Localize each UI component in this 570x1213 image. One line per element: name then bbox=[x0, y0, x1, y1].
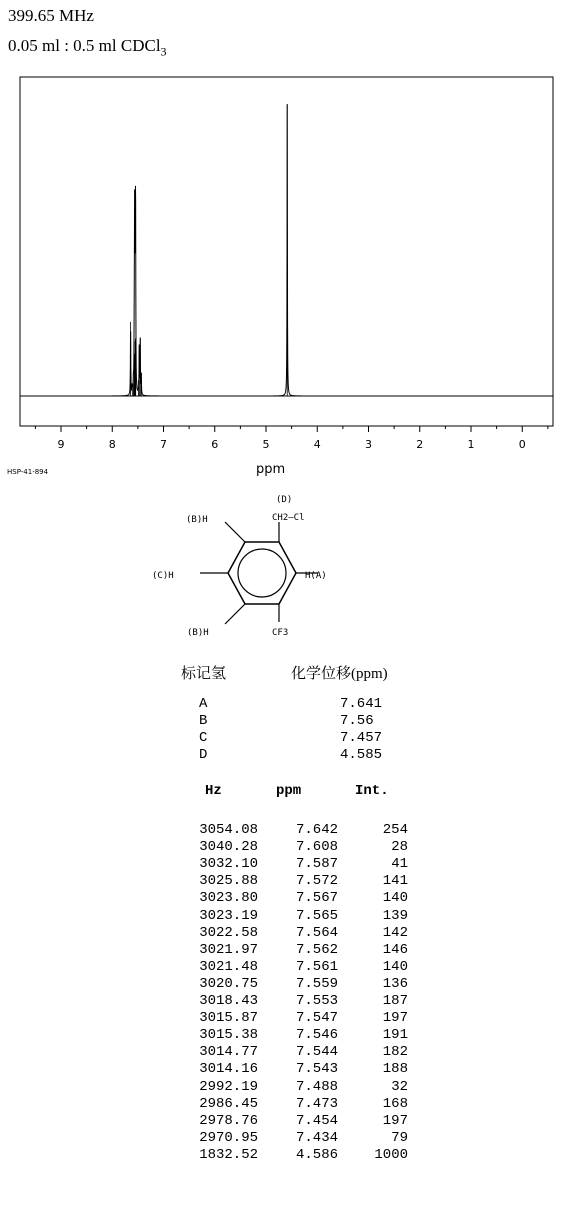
x-tick-label: 4 bbox=[313, 438, 321, 451]
peak-ppm: 7.559 bbox=[295, 975, 338, 992]
peak-int: 141 bbox=[382, 873, 408, 890]
peak-hz: 3022.58 bbox=[199, 924, 258, 941]
peak-header-hz: Hz bbox=[205, 783, 222, 799]
peak-ppm: 7.572 bbox=[295, 873, 338, 890]
label-c: (C)H bbox=[152, 571, 174, 581]
peak-hz: 3014.77 bbox=[199, 1044, 258, 1061]
shift-value: 7.457 bbox=[340, 730, 383, 746]
table-row bbox=[0, 1027, 570, 1044]
table-row bbox=[0, 873, 570, 890]
shift-row bbox=[0, 747, 570, 764]
peak-int: 254 bbox=[382, 822, 408, 838]
table-row bbox=[0, 1079, 570, 1096]
table-row bbox=[0, 1130, 570, 1147]
label-b-top: (B)H bbox=[186, 515, 208, 525]
peak-int: 140 bbox=[382, 958, 408, 975]
bond-h-b-bottom bbox=[225, 604, 245, 624]
peak-int: 197 bbox=[382, 1112, 408, 1129]
table-row bbox=[0, 925, 570, 942]
table-row bbox=[0, 942, 570, 959]
peak-ppm: 7.544 bbox=[295, 1044, 338, 1061]
x-tick-label: 7 bbox=[160, 438, 167, 451]
peak-header-int: Int. bbox=[355, 783, 389, 799]
table-row bbox=[0, 1044, 570, 1061]
peak-hz: 3023.19 bbox=[199, 907, 258, 924]
peak-hz: 3015.87 bbox=[199, 1010, 258, 1027]
x-tick-label: 8 bbox=[108, 438, 116, 451]
concentration-subscript: 3 bbox=[160, 44, 167, 59]
peak-int: 146 bbox=[382, 941, 408, 958]
peak-ppm: 7.567 bbox=[295, 890, 338, 907]
peak-header-ppm: ppm bbox=[276, 783, 302, 799]
label-cf3: CF3 bbox=[272, 628, 289, 638]
peak-hz: 3014.16 bbox=[199, 1061, 258, 1078]
peak-ppm: 7.608 bbox=[295, 839, 338, 856]
peak-hz: 1832.52 bbox=[199, 1146, 258, 1163]
table-row bbox=[0, 1147, 570, 1164]
peak-hz: 3054.08 bbox=[199, 822, 258, 838]
peak-int: 139 bbox=[382, 907, 408, 924]
peak-hz: 2986.45 bbox=[199, 1095, 258, 1112]
shift-row bbox=[0, 713, 570, 730]
shift-value: 7.641 bbox=[340, 696, 383, 712]
table-row bbox=[0, 908, 570, 925]
shift-value: 4.585 bbox=[340, 747, 383, 763]
shift-table-header-label: 标记氢 bbox=[181, 666, 227, 682]
peak-ppm: 7.547 bbox=[295, 1010, 338, 1027]
peak-hz: 3015.38 bbox=[199, 1027, 258, 1044]
table-row bbox=[0, 839, 570, 856]
peak-ppm: 7.454 bbox=[295, 1112, 338, 1129]
peak-ppm: 7.546 bbox=[295, 1027, 338, 1044]
table-row bbox=[0, 856, 570, 873]
table-row bbox=[0, 1061, 570, 1078]
peak-int: 28 bbox=[391, 839, 408, 856]
label-b-bottom: (B)H bbox=[187, 628, 209, 638]
shift-row bbox=[0, 730, 570, 747]
aromatic-circle bbox=[238, 549, 286, 597]
shift-value: 7.56 bbox=[340, 713, 374, 729]
table-row bbox=[0, 976, 570, 993]
table-row bbox=[0, 993, 570, 1010]
peak-int: 32 bbox=[391, 1078, 408, 1095]
shift-table-header-shift: 化学位移(ppm) bbox=[291, 666, 388, 682]
x-tick-label: 3 bbox=[365, 438, 372, 451]
peak-ppm: 7.553 bbox=[295, 993, 338, 1009]
label-ch2cl: CH2–Cl bbox=[272, 513, 305, 523]
x-tick-label: 5 bbox=[262, 438, 270, 451]
peak-ppm: 4.586 bbox=[295, 1146, 338, 1163]
peak-int: 79 bbox=[391, 1129, 408, 1146]
shift-label: C bbox=[199, 730, 208, 746]
peak-ppm: 7.543 bbox=[295, 1061, 338, 1078]
shift-label: D bbox=[199, 747, 208, 763]
peak-int: 41 bbox=[391, 856, 408, 873]
peak-int: 140 bbox=[382, 890, 408, 907]
peak-hz: 3021.48 bbox=[199, 958, 258, 975]
peak-hz: 3023.80 bbox=[199, 890, 258, 907]
bond-h-b-top bbox=[225, 522, 245, 542]
peak-hz: 3025.88 bbox=[199, 873, 258, 890]
peak-ppm: 7.642 bbox=[295, 822, 338, 838]
table-row bbox=[0, 1010, 570, 1027]
peak-int: 191 bbox=[382, 1027, 408, 1044]
spectrometer-frequency: 399.65 MHz bbox=[8, 6, 94, 25]
table-row bbox=[0, 890, 570, 907]
x-tick-label: 6 bbox=[211, 438, 219, 451]
peak-int: 142 bbox=[382, 924, 408, 941]
peak-int: 197 bbox=[382, 1010, 408, 1027]
peak-ppm: 7.434 bbox=[295, 1129, 338, 1146]
peak-ppm: 7.564 bbox=[295, 924, 338, 941]
table-row bbox=[0, 959, 570, 976]
x-tick-label: 0 bbox=[518, 438, 526, 451]
peak-ppm: 7.562 bbox=[295, 941, 338, 958]
x-tick-label: 9 bbox=[57, 438, 65, 451]
x-tick-label: 1 bbox=[467, 438, 475, 451]
peak-table-header bbox=[0, 783, 570, 803]
peak-hz: 3032.10 bbox=[199, 856, 258, 873]
shift-label: B bbox=[199, 713, 208, 729]
peak-hz: 3040.28 bbox=[199, 839, 258, 856]
peak-int: 168 bbox=[382, 1095, 408, 1112]
spectrum-code: HSP-41-894 bbox=[7, 468, 49, 476]
peak-ppm: 7.473 bbox=[295, 1095, 338, 1112]
x-tick-label: 2 bbox=[416, 438, 424, 451]
shift-label: A bbox=[199, 696, 208, 712]
table-row bbox=[0, 1096, 570, 1113]
table-row bbox=[0, 822, 570, 839]
peak-ppm: 7.565 bbox=[295, 907, 338, 924]
peak-int: 182 bbox=[382, 1044, 408, 1061]
peak-hz: 2978.76 bbox=[199, 1112, 258, 1129]
peak-int: 1000 bbox=[374, 1146, 408, 1163]
peak-ppm: 7.488 bbox=[295, 1078, 338, 1095]
shift-row bbox=[0, 696, 570, 713]
table-row bbox=[0, 1113, 570, 1130]
concentration-text: 0.05 ml : 0.5 ml CDCl bbox=[8, 36, 161, 55]
peak-hz: 3020.75 bbox=[199, 975, 258, 992]
x-axis-label: ppm bbox=[256, 462, 286, 477]
peak-int: 187 bbox=[382, 993, 408, 1009]
peak-ppm: 7.561 bbox=[295, 958, 338, 975]
label-d: (D) bbox=[276, 495, 293, 505]
peak-ppm: 7.587 bbox=[295, 856, 338, 873]
peak-hz: 2970.95 bbox=[199, 1129, 258, 1146]
label-a: H(A) bbox=[305, 571, 327, 581]
peak-int: 188 bbox=[382, 1061, 408, 1078]
peak-int: 136 bbox=[382, 975, 408, 992]
peak-hz: 2992.19 bbox=[199, 1078, 258, 1095]
peak-hz: 3021.97 bbox=[199, 941, 258, 958]
peak-hz: 3018.43 bbox=[199, 993, 258, 1009]
